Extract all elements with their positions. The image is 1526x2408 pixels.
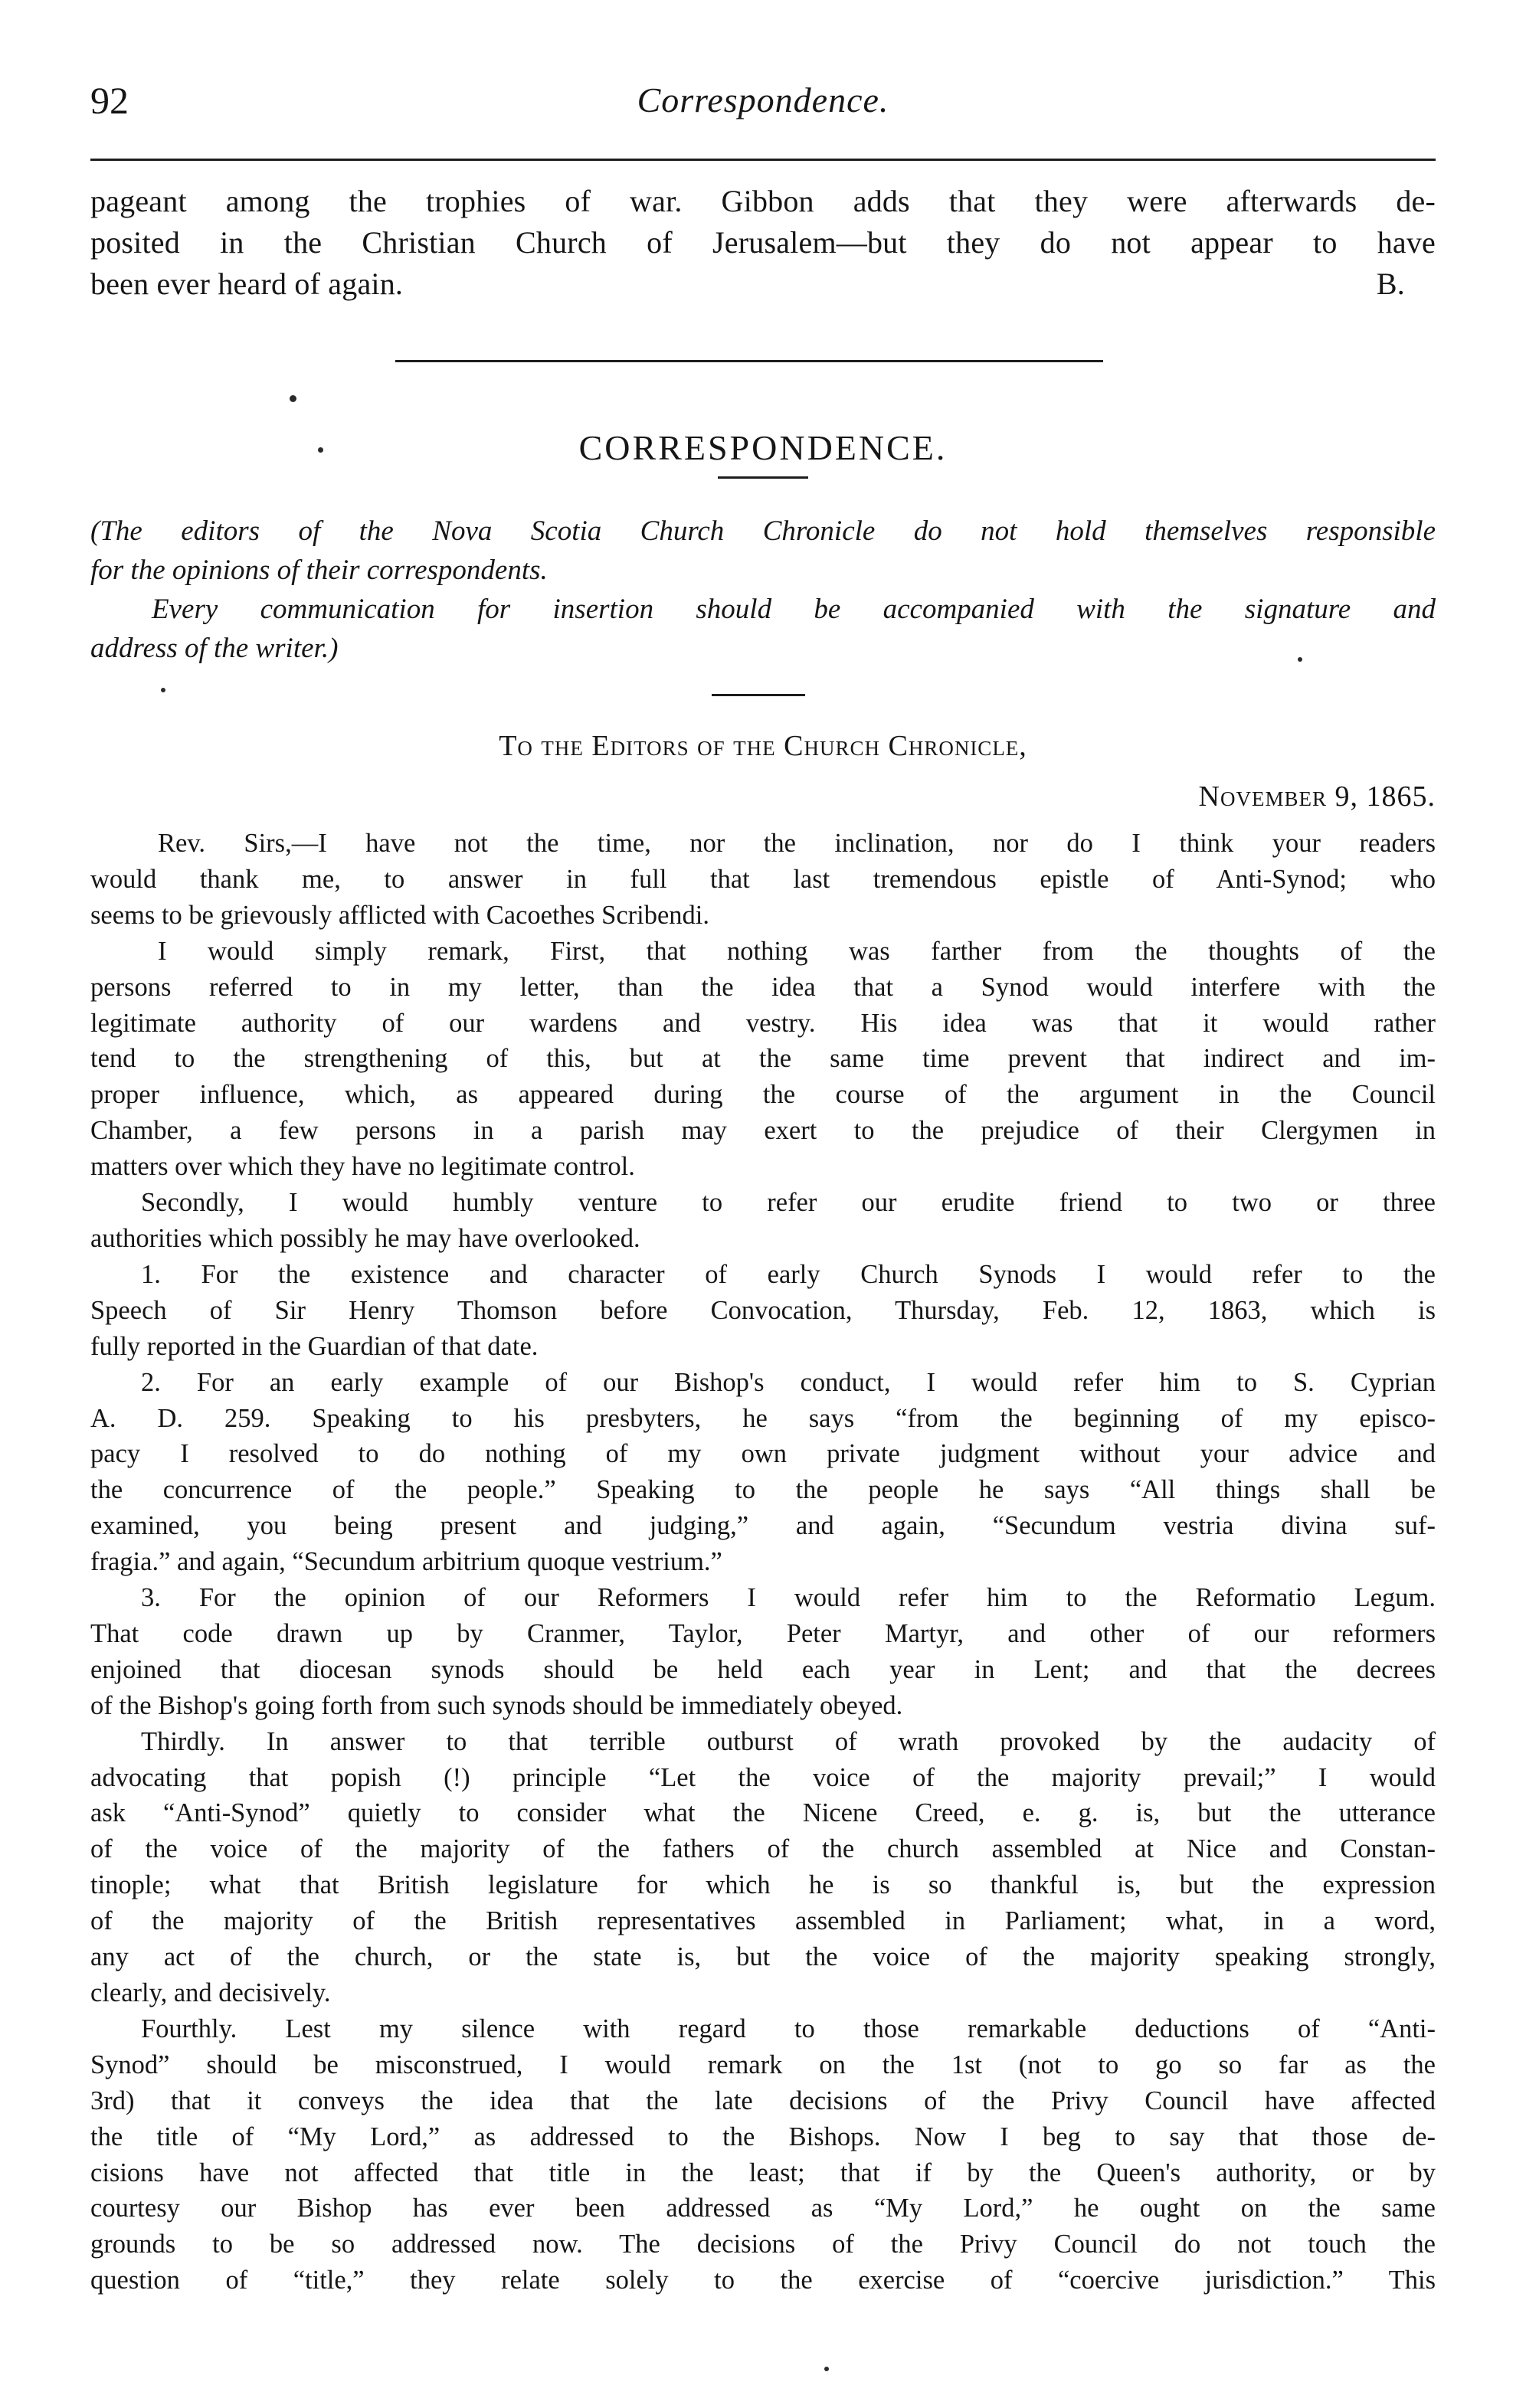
scan-speck	[1298, 657, 1302, 662]
letter-line: Secondly, I would humbly venture to refer our erudite friend to two or three	[141, 1188, 1436, 1218]
letter-line: courtesy our Bishop has ever been addressed as “My Lord,” he ought on the same	[90, 2194, 1436, 2223]
note-line: Every communication for insertion should be accompanied with the signature and	[152, 594, 1436, 625]
letter-line: That code drawn up by Cranmer, Taylor, Peter Martyr, and other of our reformers	[90, 1618, 1436, 1648]
scan-speck	[824, 2367, 829, 2371]
letter-line: examined, you being present and judging,” and again, “Secundum vestria divina suf-	[90, 1511, 1436, 1541]
text-line-content: been ever heard of again.	[90, 267, 404, 301]
text-line: posited in the Christian Church of Jerusalem—but they do not appear to have	[90, 225, 1436, 260]
scan-speck	[161, 688, 165, 692]
editorial-note	[90, 512, 1436, 668]
letter-line: the concurrence of the people.” Speaking to the people he says “All things shall be	[90, 1475, 1436, 1505]
letter-line: seems to be grievously afflicted with Cacoethes Scribendi.	[90, 900, 709, 930]
letter-line: of the voice of the majority of the fathers of the church assembled at Nice and Constan-	[90, 1834, 1436, 1864]
letter-line: enjoined that diocesan synods should be held each year in Lent; and that the decrees	[90, 1654, 1436, 1684]
letter-line: question of “title,” they relate solely to the exercise of “coercive jurisdiction.” This	[90, 2266, 1436, 2295]
letter-line: legitimate authority of our wardens and vestry. His idea was that it would rather	[90, 1008, 1436, 1038]
letter-line: grounds to be so addressed now. The decisions of the Privy Council do not touch the	[90, 2230, 1436, 2259]
letter-line: clearly, and decisively.	[90, 1978, 331, 2007]
letter-line: any act of the church, or the state is, but the voice of the majority speaking strongly,	[90, 1942, 1436, 1972]
letter-line: 1. For the existence and character of early Church Synods I would refer to the	[141, 1259, 1436, 1289]
note-line: address of the writer.)	[90, 633, 339, 664]
letter-address: To the Editors of the Church Chronicle,	[499, 730, 1027, 762]
letter-line: 2. For an early example of our Bishop's conduct, I would refer him to S. Cyprian	[141, 1367, 1436, 1397]
letter-line: ask “Anti-Synod” quietly to consider what the Nicene Creed, e. g. is, but the utterance	[90, 1798, 1436, 1828]
section-divider	[395, 360, 1103, 362]
letter-line: authorities which possibly he may have overlooked.	[90, 1223, 640, 1253]
section-title: CORRESPONDENCE.	[578, 428, 948, 467]
note-divider	[712, 694, 805, 696]
letter-line: would thank me, to answer in full that last tremendous epistle of Anti-Synod; who	[90, 864, 1436, 894]
scan-speck	[290, 395, 296, 402]
letter-line: tinople; what that British legislature for which he is so thankful is, but the expression	[90, 1870, 1436, 1900]
letter-line: of the majority of the British representatives assembled in Parliament; what, in a word,	[90, 1906, 1436, 1936]
text-line	[90, 263, 1436, 305]
letter-body	[90, 826, 1436, 2298]
letter-line: Speech of Sir Henry Thomson before Convocation, Thursday, Feb. 12, 1863, which is	[90, 1295, 1436, 1325]
letter-line: pacy I resolved to do nothing of my own private judgment without your advice and	[90, 1439, 1436, 1469]
running-title: Correspondence.	[637, 80, 889, 119]
letter-dateline: November 9, 1865.	[1198, 780, 1436, 813]
running-header	[90, 78, 1436, 139]
signature: B.	[1376, 267, 1405, 301]
letter-line: Chamber, a few persons in a parish may exert to the prejudice of their Clergymen in	[90, 1116, 1436, 1146]
letter-line: fully reported in the Guardian of that date.	[90, 1331, 539, 1361]
letter-line: Rev. Sirs,—I have not the time, nor the inclination, nor do I think your readers	[158, 829, 1436, 858]
letter-line: I would simply remark, First, that nothing was farther from the thoughts of the	[158, 936, 1436, 966]
letter-line: cisions have not affected that title in the least; that if by the Queen's authority, or by	[90, 2158, 1436, 2187]
letter-line: 3rd) that it conveys the idea that the late decisions of the Privy Council have affected	[90, 2086, 1436, 2115]
article-continuation	[90, 181, 1436, 305]
letter-line: Thirdly. In answer to that terrible outburst of wrath provoked by the audacity of	[141, 1726, 1436, 1756]
note-line: (The editors of the Nova Scotia Church Chronicle do not hold themselves responsible	[90, 515, 1436, 547]
page-number: 92	[90, 79, 129, 122]
letter-line: fragia.” and again, “Secundum arbitrium quoque vestrium.”	[90, 1547, 722, 1577]
text-line: pageant among the trophies of war. Gibbon adds that they were afterwards de-	[90, 184, 1436, 218]
note-line: for the opinions of their correspondents.	[90, 555, 548, 586]
letter-line: 3. For the opinion of our Reformers I would refer him to the Reformatio Legum.	[141, 1583, 1436, 1613]
letter-line: Fourthly. Lest my silence with regard to those remarkable deductions of “Anti-	[141, 2014, 1436, 2043]
letter-line: the title of “My Lord,” as addressed to the Bishops. Now I beg to say that those de-	[90, 2122, 1436, 2151]
scan-speck	[318, 447, 323, 453]
letter-line: matters over which they have no legitimate control.	[90, 1152, 635, 1182]
letter-line: persons referred to in my letter, than the idea that a Synod would interfere with the	[90, 972, 1436, 1002]
letter-line: proper influence, which, as appeared during the course of the argument in the Council	[90, 1080, 1436, 1110]
header-rule	[90, 159, 1436, 161]
title-underline	[718, 476, 808, 479]
letter-line: advocating that popish (!) principle “Let the voice of the majority prevail;” I would	[90, 1762, 1436, 1792]
letter-line: of the Bishop's going forth from such synods should be immediately obeyed.	[90, 1690, 903, 1720]
letter-line: tend to the strengthening of this, but at the same time prevent that indirect and im-	[90, 1044, 1436, 1074]
letter-line: A. D. 259. Speaking to his presbyters, he says “from the beginning of my episco-	[90, 1403, 1436, 1433]
letter-line: Synod” should be misconstrued, I would remark on the 1st (not to go so far as the	[90, 2050, 1436, 2079]
